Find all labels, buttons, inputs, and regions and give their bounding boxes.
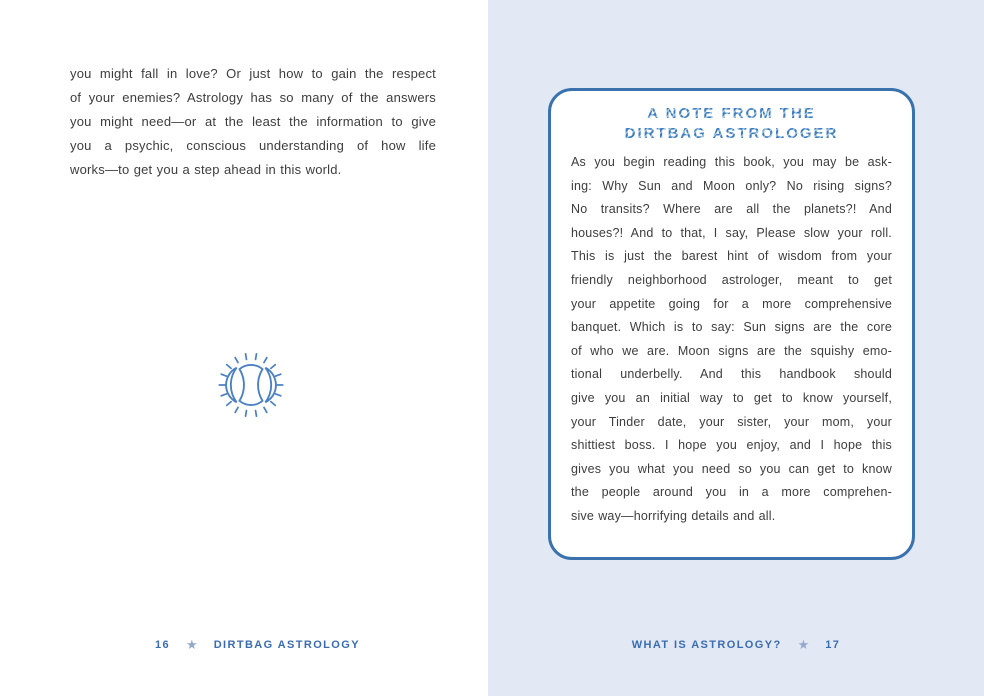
text-line: As you begin reading this book, you may be ask- (571, 155, 892, 169)
note-title-line2: DIRTBAG ASTROLOGER (624, 125, 839, 142)
text-line: of who we are. Moon signs are the squishy emo- (571, 343, 892, 358)
chapter-title: WHAT IS ASTROLOGY? (631, 639, 782, 651)
text-line: works—to get you a step ahead in this world. (70, 162, 342, 177)
note-box (548, 88, 915, 560)
text-line: your appetite going for a more comprehensive (571, 296, 892, 311)
book-title: DIRTBAG ASTROLOGY (213, 639, 360, 651)
note-title-line1: A NOTE FROM THE (647, 105, 816, 122)
note-box-paragraph (571, 151, 892, 529)
text-line: give you an initial way to get to know yourself, (571, 390, 892, 405)
note-box-title (571, 104, 892, 144)
text-line: banquet. Which is to say: Sun signs are the core (571, 320, 892, 335)
text-line: your Tinder date, your sister, your mom, your (571, 414, 892, 429)
right-page-footer (488, 637, 984, 653)
text-line: No transits? Where are all the planets?! And (571, 202, 892, 217)
text-line: tional underbelly. And this handbook should (571, 367, 892, 382)
star-icon: ★ (797, 637, 810, 652)
text-line: This is just the barest hint of wisdom from your (571, 249, 892, 264)
text-line: you a psychic, conscious understanding of how life (70, 138, 436, 153)
text-line: houses?! And to that, I say, Please slow your roll. (571, 225, 892, 240)
text-line: gives you what you need so you can get to know (571, 461, 892, 476)
text-line: friendly neighborhood astrologer, meant to get (571, 272, 892, 287)
text-line: of your enemies? Astrology has so many of the answers (70, 90, 436, 105)
left-page-footer (155, 637, 360, 653)
left-page-number: 16 (155, 639, 171, 651)
text-line: sive way—horrifying details and all. (571, 508, 776, 523)
sun-moon-eclipse-icon (215, 349, 287, 421)
text-line: shittiest boss. I hope you enjoy, and I hope this (571, 438, 892, 453)
text-line: the people around you in a more comprehen- (571, 485, 892, 500)
text-line: you might fall in love? Or just how to gain the respect (70, 66, 436, 81)
text-line: ing: Why Sun and Moon only? No rising signs? (571, 178, 892, 193)
left-page-paragraph (70, 62, 436, 182)
right-page-number: 17 (825, 639, 841, 651)
right-page (488, 0, 984, 696)
text-line: you might need—or at the least the information to give (70, 114, 436, 129)
left-page (0, 0, 488, 696)
star-icon: ★ (186, 637, 198, 652)
